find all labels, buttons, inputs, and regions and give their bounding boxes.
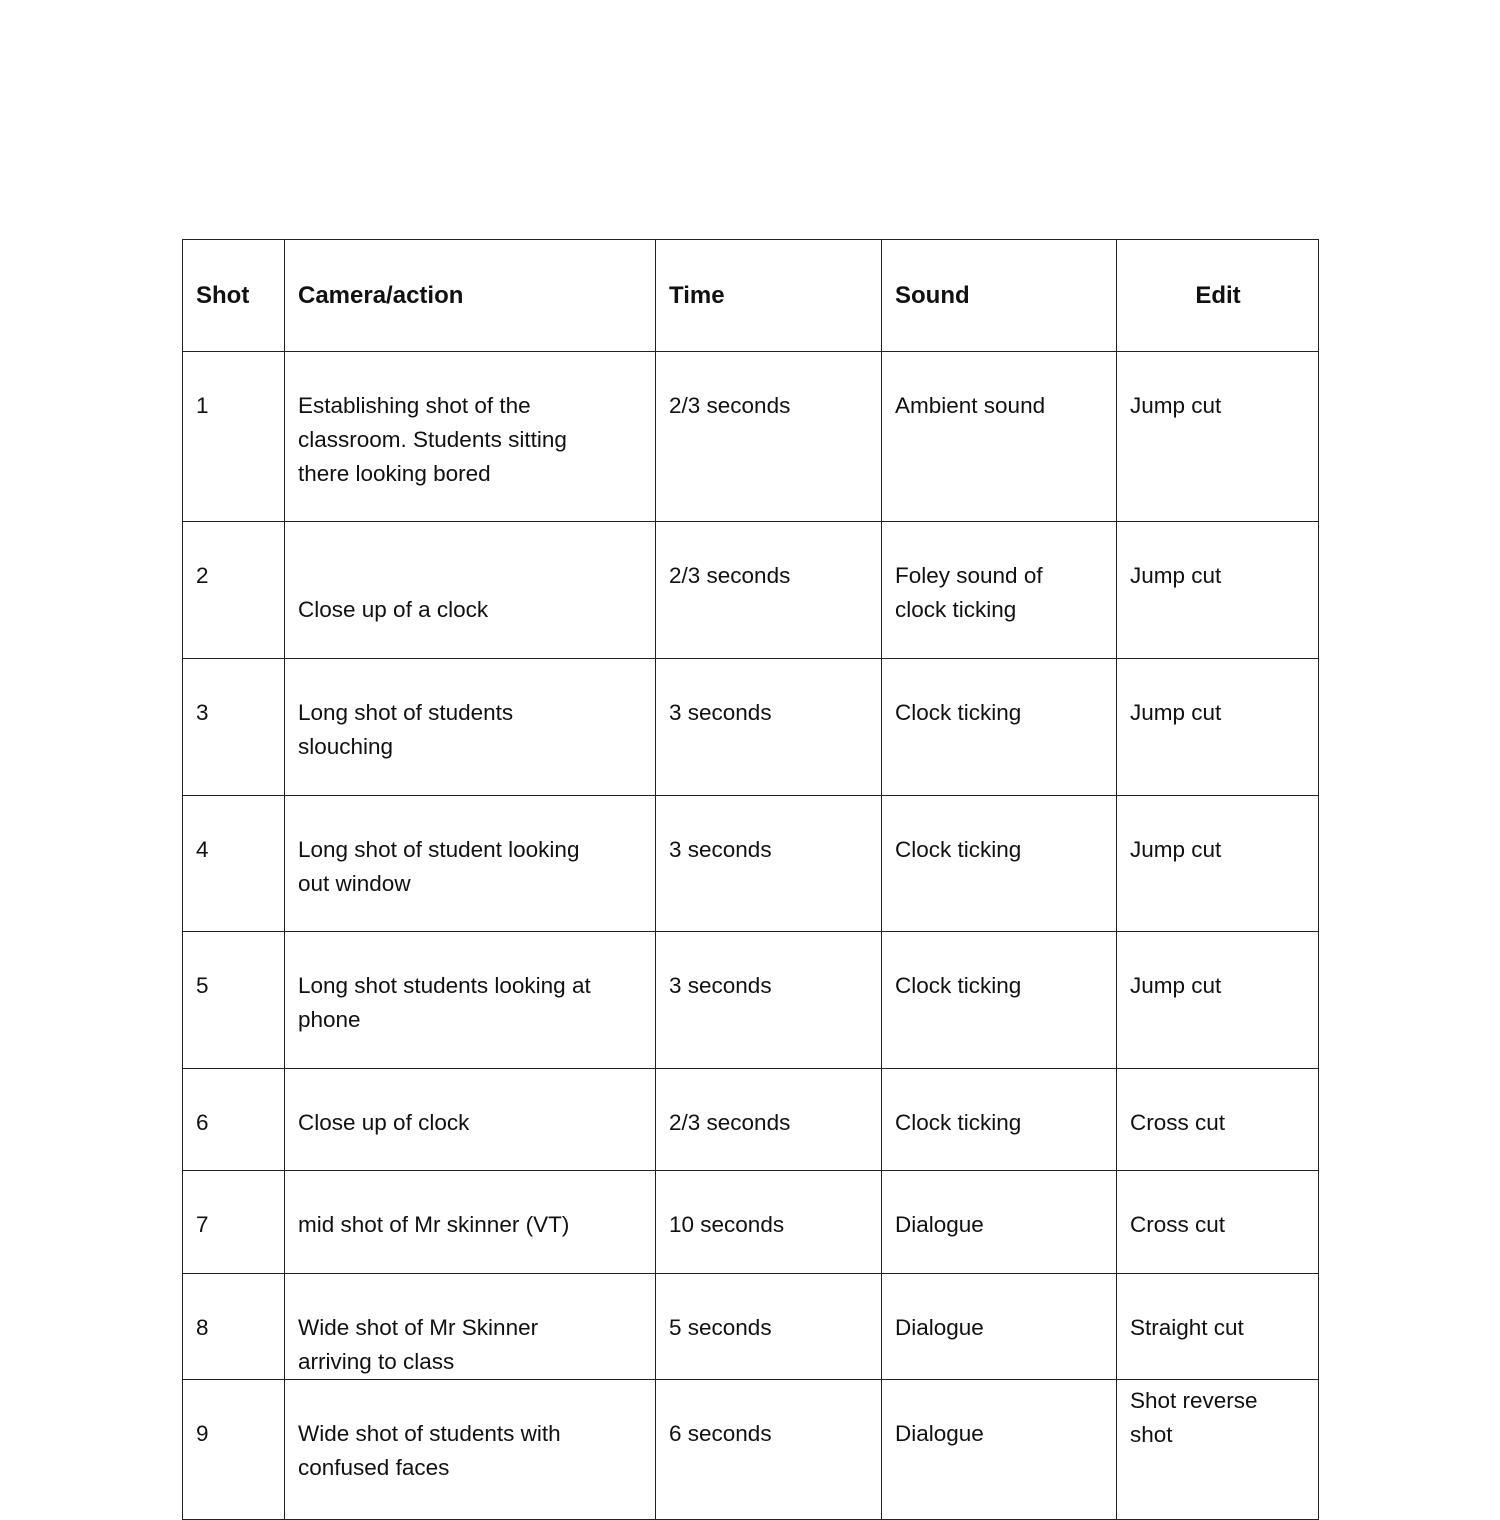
table-row bbox=[183, 1380, 1319, 1520]
cell-sound: Dialogue bbox=[882, 1274, 1117, 1380]
cell-shot: 9 bbox=[183, 1380, 285, 1520]
cell-sound: Dialogue bbox=[882, 1380, 1117, 1520]
table-row bbox=[183, 1069, 1319, 1171]
table-row bbox=[183, 932, 1319, 1069]
cell-time: 3 seconds bbox=[656, 932, 882, 1069]
table-header-row bbox=[183, 240, 1319, 352]
cell-sound: Foley sound of clock ticking bbox=[882, 522, 1117, 659]
header-shot: Shot bbox=[183, 240, 285, 352]
cell-sound: Clock ticking bbox=[882, 659, 1117, 796]
cell-camera: Long shot of students slouching bbox=[285, 659, 656, 796]
cell-shot: 3 bbox=[183, 659, 285, 796]
cell-sound: Clock ticking bbox=[882, 1069, 1117, 1171]
cell-camera: Close up of clock bbox=[285, 1069, 656, 1171]
cell-time: 6 seconds bbox=[656, 1380, 882, 1520]
table-row bbox=[183, 796, 1319, 932]
table-row bbox=[183, 1171, 1319, 1274]
cell-edit: Jump cut bbox=[1117, 796, 1319, 932]
cell-camera: Wide shot of Mr Skinner arriving to class bbox=[285, 1274, 656, 1380]
cell-camera: Long shot students looking at phone bbox=[285, 932, 656, 1069]
cell-edit: Shot reverse shot bbox=[1117, 1380, 1319, 1520]
header-sound: Sound bbox=[882, 240, 1117, 352]
cell-camera: Wide shot of students with confused faces bbox=[285, 1380, 656, 1520]
cell-shot: 1 bbox=[183, 352, 285, 522]
cell-time: 5 seconds bbox=[656, 1274, 882, 1380]
cell-edit: Straight cut bbox=[1117, 1274, 1319, 1380]
cell-edit: Jump cut bbox=[1117, 932, 1319, 1069]
cell-sound: Dialogue bbox=[882, 1171, 1117, 1274]
cell-time: 3 seconds bbox=[656, 796, 882, 932]
cell-sound: Clock ticking bbox=[882, 796, 1117, 932]
cell-edit: Jump cut bbox=[1117, 522, 1319, 659]
cell-camera: Close up of a clock bbox=[285, 522, 656, 659]
cell-edit: Jump cut bbox=[1117, 659, 1319, 796]
cell-shot: 6 bbox=[183, 1069, 285, 1171]
cell-time: 10 seconds bbox=[656, 1171, 882, 1274]
cell-shot: 5 bbox=[183, 932, 285, 1069]
table-row bbox=[183, 352, 1319, 522]
cell-shot: 7 bbox=[183, 1171, 285, 1274]
table-row bbox=[183, 659, 1319, 796]
cell-camera: Long shot of student looking out window bbox=[285, 796, 656, 932]
cell-sound: Clock ticking bbox=[882, 932, 1117, 1069]
cell-edit: Jump cut bbox=[1117, 352, 1319, 522]
cell-edit: Cross cut bbox=[1117, 1171, 1319, 1274]
cell-edit: Cross cut bbox=[1117, 1069, 1319, 1171]
cell-shot: 4 bbox=[183, 796, 285, 932]
cell-shot: 8 bbox=[183, 1274, 285, 1380]
cell-time: 2/3 seconds bbox=[656, 352, 882, 522]
cell-time: 2/3 seconds bbox=[656, 522, 882, 659]
cell-time: 3 seconds bbox=[656, 659, 882, 796]
shot-list-table bbox=[182, 239, 1319, 1520]
cell-camera: Establishing shot of the classroom. Students sitting there looking bored bbox=[285, 352, 656, 522]
header-edit: Edit bbox=[1117, 240, 1319, 352]
cell-shot: 2 bbox=[183, 522, 285, 659]
header-time: Time bbox=[656, 240, 882, 352]
table-row bbox=[183, 522, 1319, 659]
cell-sound: Ambient sound bbox=[882, 352, 1117, 522]
cell-camera: mid shot of Mr skinner (VT) bbox=[285, 1171, 656, 1274]
header-camera-action: Camera/action bbox=[285, 240, 656, 352]
cell-time: 2/3 seconds bbox=[656, 1069, 882, 1171]
table-row bbox=[183, 1274, 1319, 1380]
